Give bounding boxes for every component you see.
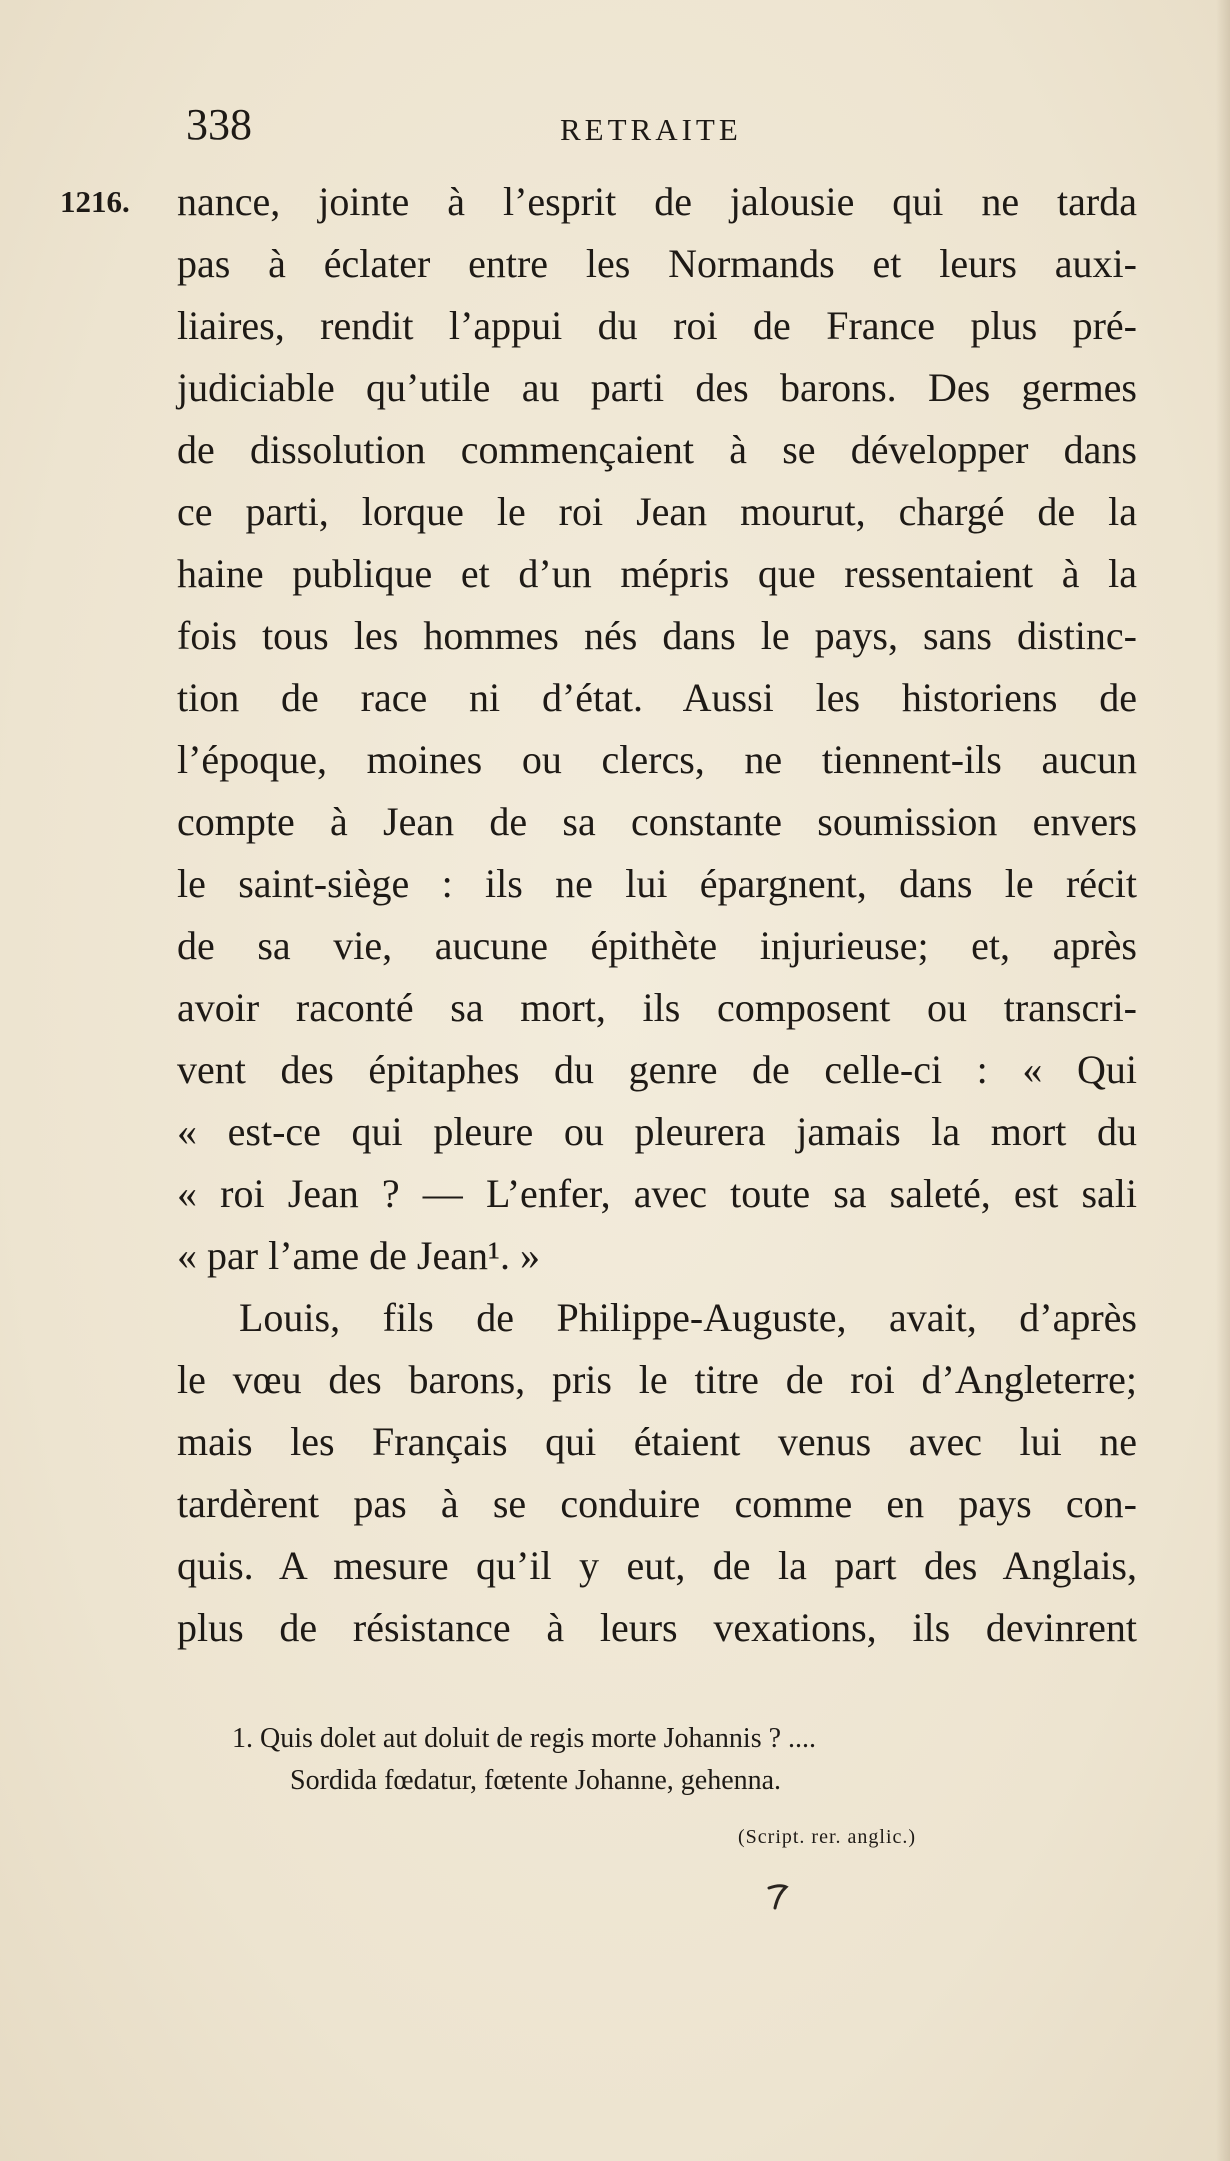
ink-mark-icon xyxy=(766,1882,790,1912)
footnote-line: Sordida fœdatur, fœtente Johanne, gehenna. xyxy=(290,1765,782,1796)
body-text xyxy=(177,171,1137,1659)
footnote-line: 1. Quis dolet aut doluit de regis morte Johannis ? .... xyxy=(232,1723,817,1754)
text-line: « roi Jean ? — L’enfer, avec toute sa saleté, est sali xyxy=(177,1171,1137,1216)
text-line: plus de résistance à leurs vexations, ils devinrent xyxy=(177,1605,1137,1650)
text-line: judiciable qu’utile au parti des barons. Des germes xyxy=(177,365,1137,410)
text-line: liaires, rendit l’appui du roi de France plus pré- xyxy=(177,303,1137,348)
text-line: haine publique et d’un mépris que ressentaient à la xyxy=(177,551,1137,596)
text-line: tardèrent pas à se conduire comme en pays con- xyxy=(177,1481,1137,1526)
text-line: tion de race ni d’état. Aussi les historiens de xyxy=(177,675,1137,720)
text-line: de sa vie, aucune épithète injurieuse; et, après xyxy=(177,923,1137,968)
text-line: pas à éclater entre les Normands et leurs auxi- xyxy=(177,241,1137,286)
text-line: « par l’ame de Jean¹. » xyxy=(177,1233,540,1278)
text-line: Louis, fils de Philippe-Auguste, avait, d’après xyxy=(239,1295,1137,1340)
text-line: avoir raconté sa mort, ils composent ou transcri- xyxy=(177,985,1137,1030)
text-line: le saint-siège : ils ne lui épargnent, dans le récit xyxy=(177,861,1137,906)
page-header xyxy=(0,100,1230,150)
running-title: RETRAITE xyxy=(560,112,742,147)
text-line: vent des épitaphes du genre de celle-ci : « Qui xyxy=(177,1047,1137,1092)
text-line: nance, jointe à l’esprit de jalousie qui ne tarda xyxy=(177,179,1137,224)
footnote xyxy=(232,1718,1032,1802)
text-line: le vœu des barons, pris le titre de roi d’Angleterre; xyxy=(177,1357,1137,1402)
text-line: quis. A mesure qu’il y eut, de la part des Anglais, xyxy=(177,1543,1137,1588)
text-line: de dissolution commençaient à se développer dans xyxy=(177,427,1137,472)
margin-year-note: 1216. xyxy=(60,184,130,219)
footnote-source: (Script. rer. anglic.) xyxy=(738,1826,917,1848)
page-edge-shadow xyxy=(1216,0,1230,2161)
text-line: compte à Jean de sa constante soumission envers xyxy=(177,799,1137,844)
text-line: mais les Français qui étaient venus avec lui ne xyxy=(177,1419,1137,1464)
text-line: fois tous les hommes nés dans le pays, sans distinc- xyxy=(177,613,1137,658)
text-line: l’époque, moines ou clercs, ne tiennent-ils aucun xyxy=(177,737,1137,782)
page-number: 338 xyxy=(186,100,252,149)
text-line: « est-ce qui pleure ou pleurera jamais la mort du xyxy=(177,1109,1137,1154)
text-line: ce parti, lorque le roi Jean mourut, chargé de la xyxy=(177,489,1137,534)
